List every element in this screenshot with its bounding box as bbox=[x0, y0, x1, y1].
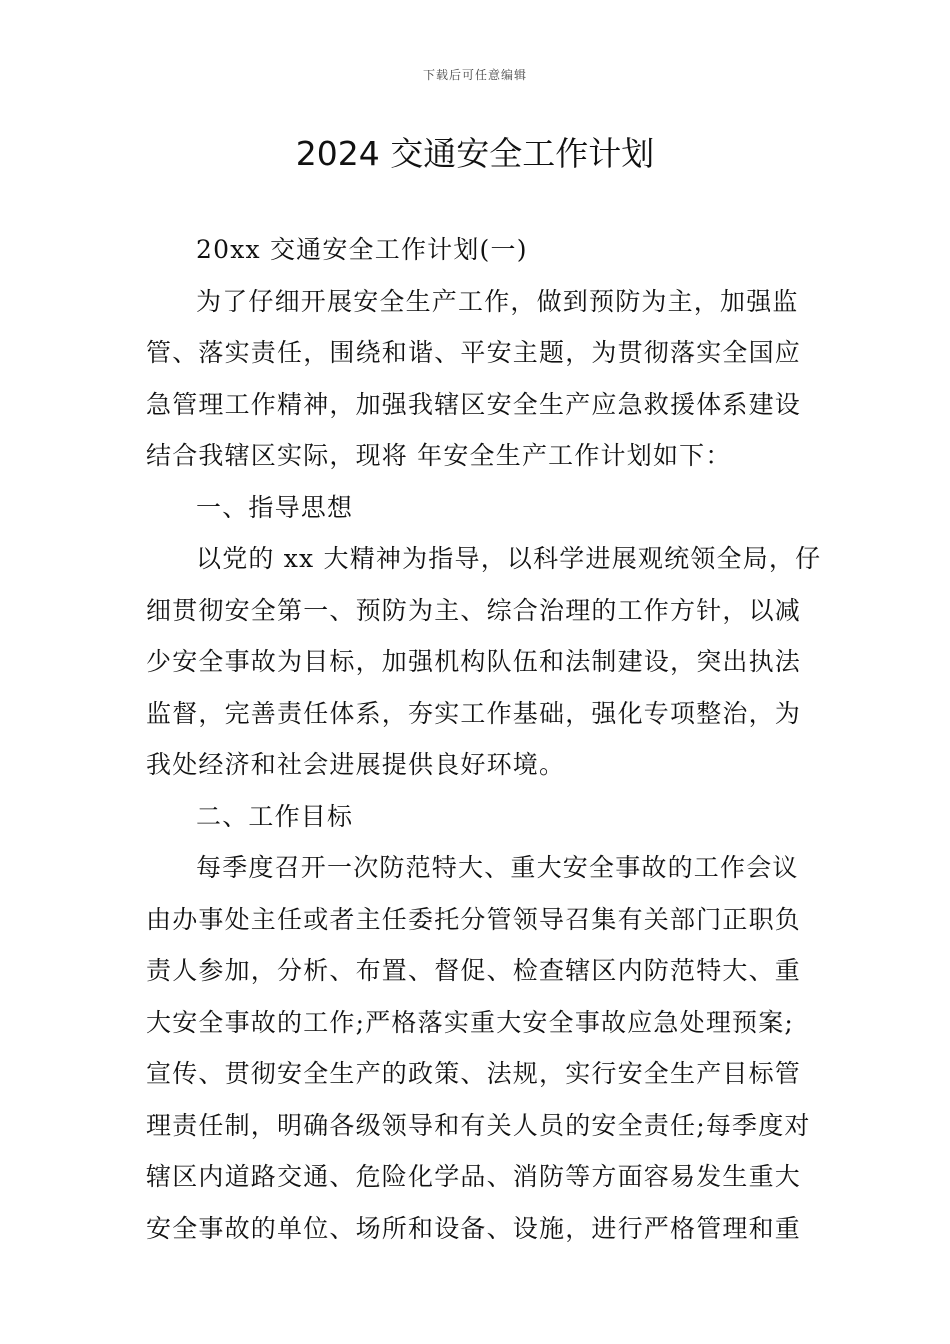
body-line: 监督，完善责任体系，夯实工作基础，强化专项整治，为 bbox=[146, 698, 802, 728]
body-line: 辖区内道路交通、危险化学品、消防等方面容易发生重大 bbox=[146, 1162, 802, 1191]
body-line: 管、落实责任，围绕和谐、平安主题，为贯彻落实全国应 bbox=[146, 338, 802, 367]
body-line: 为了仔细开展安全生产工作，做到预防为主，加强监 bbox=[196, 286, 799, 316]
body-line: 二、工作目标 bbox=[196, 801, 354, 831]
body-line: 理责任制，明确各级领导和有关人员的安全责任;每季度对 bbox=[146, 1110, 811, 1140]
body-line: 一、指导思想 bbox=[196, 492, 354, 522]
header-note: 下载后可任意编辑 bbox=[422, 68, 527, 82]
body-line: 由办事处主任或者主任委托分管领导召集有关部门正职负 bbox=[146, 904, 802, 934]
body-line: 20xx 交通安全工作计划(一) bbox=[196, 235, 528, 264]
body-line: 宣传、贯彻安全生产的政策、法规，实行安全生产目标管 bbox=[146, 1059, 802, 1088]
body-line: 以党的 xx 大精神为指导，以科学进展观统领全局，仔 bbox=[196, 544, 822, 573]
body-line: 我处经济和社会进展提供良好环境。 bbox=[146, 750, 566, 779]
document-title: 2024 交通安全工作计划 bbox=[295, 134, 655, 173]
body-line: 大安全事故的工作;严格落实重大安全事故应急处理预案; bbox=[146, 1007, 795, 1037]
body-line: 每季度召开一次防范特大、重大安全事故的工作会议 bbox=[196, 853, 799, 882]
body-line: 急管理工作精神，加强我辖区安全生产应急救援体系建设 bbox=[146, 389, 802, 419]
body-line: 结合我辖区实际，现将 年安全生产工作计划如下： bbox=[146, 441, 732, 470]
document-body bbox=[146, 228, 822, 1258]
body-line: 少安全事故为目标，加强机构队伍和法制建设，突出执法 bbox=[146, 647, 802, 676]
body-line: 安全事故的单位、场所和设备、设施，进行严格管理和重 bbox=[146, 1213, 802, 1243]
body-line: 细贯彻安全第一、预防为主、综合治理的工作方针，以减 bbox=[146, 595, 802, 625]
body-line: 责人参加，分析、布置、督促、检查辖区内防范特大、重 bbox=[146, 956, 802, 985]
